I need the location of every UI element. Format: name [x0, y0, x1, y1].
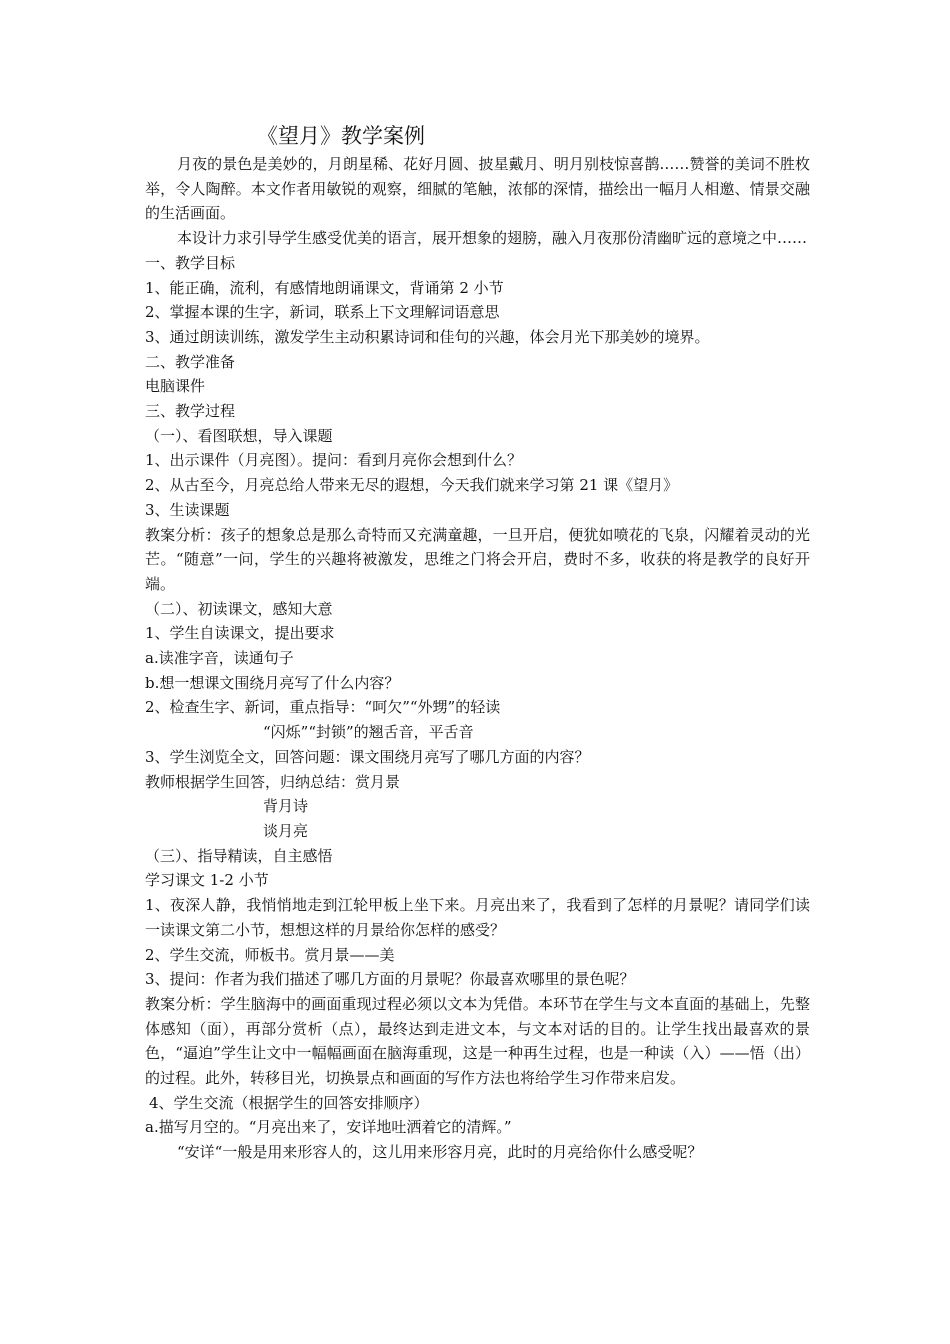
document-page — [145, 120, 810, 1165]
list-item: 2、学生交流，师板书。赏月景——美 — [145, 945, 395, 964]
summary-item: 背月诗 — [263, 797, 309, 816]
section-heading: 二、教学准备 — [145, 352, 236, 371]
document-title: 《望月》教学案例 — [257, 124, 425, 148]
section-heading: 三、教学过程 — [145, 402, 236, 421]
list-item: 4、学生交流（根据学生的回答安排顺序） — [149, 1093, 429, 1112]
summary-item: 谈月亮 — [263, 821, 309, 840]
list-item: 2、掌握本课的生字，新词，联系上下文理解词语意思 — [145, 303, 500, 322]
intro-paragraph: 本设计力求引导学生感受优美的语言，展开想象的翅膀，融入月夜那份清幽旷远的意境之中…… — [177, 229, 808, 248]
list-item: 3、学生浏览全文，回答问题：课文围绕月亮写了哪几方面的内容？ — [145, 747, 590, 766]
text-line: 学习课文 1-2 小节 — [145, 871, 269, 890]
list-item: 2、从古至今，月亮总给人带来无尽的遐想，今天我们就来学习第 21 课《望月》 — [145, 476, 679, 495]
list-item: 3、通过朗读训练，激发学生主动积累诗词和佳句的兴趣，体会月光下那美妙的境界。 — [145, 327, 710, 346]
list-item: 2、检查生字、新词，重点指导：“呵欠”“外甥”的轻读 — [145, 698, 501, 717]
list-item: “闪烁”“封锁”的翘舌音，平舌音 — [263, 723, 474, 742]
intro-paragraph: 月夜的景色是美妙的，月朗星稀、花好月圆、披星戴月、明月别枝惊喜鹊……赞誉的美词不胜枚举，令人陶醉。本文作者用敏锐的观察，细腻的笔触，浓郁的深情，描绘出一幅月人相邀、情景交融的生活画面。 — [145, 155, 810, 223]
analysis-paragraph: 教案分析：孩子的想象总是那么奇特而又充满童趣，一旦开启，便犹如喷花的飞泉，闪耀着灵动的光芒。“随意”一问，学生的兴趣将被激发，思维之门将会开启，费时不多，收获的将是教学的良好开端。 — [145, 525, 810, 593]
subsection-heading: （一）、看图联想，导入课题 — [145, 426, 333, 445]
list-item: 1、夜深人静，我悄悄地走到江轮甲板上坐下来。月亮出来了，我看到了怎样的月景呢？请同学们读一读课文第二小节，想想这样的月景给你怎样的感受？ — [145, 896, 810, 939]
section-heading: 一、教学目标 — [145, 253, 236, 272]
list-item: 1、能正确，流利，有感情地朗诵课文，背诵第 2 小节 — [145, 278, 504, 297]
text-line: 电脑课件 — [145, 377, 206, 396]
analysis-paragraph: 教案分析：学生脑海中的画面重现过程必须以文本为凭借。本环节在学生与文本直面的基础上，先整体感知（面），再部分赏析（点），最终达到走进文本，与文本对话的目的。让学生找出最喜欢的景色，“逼迫”学生让文中一幅幅画面在脑海重现，这是一种再生过程，也是一种读（入）——悟（出）的过程。此外，转移目光，切换景点和画面的写作方法也将给学生习作带来启发。 — [145, 994, 810, 1088]
list-item: 1、出示课件（月亮图）。提问：看到月亮你会想到什么？ — [145, 451, 523, 470]
text-line: 教师根据学生回答，归纳总结：赏月景 — [145, 772, 401, 791]
text-line: “安详“一般是用来形容人的，这儿用来形容月亮，此时的月亮给你什么感受呢？ — [177, 1143, 703, 1162]
list-item: a.描写月空的。“月亮出来了，安详地吐洒着它的清辉。” — [145, 1118, 512, 1137]
list-item: a.读准字音，读通句子 — [145, 649, 294, 668]
list-item: 3、提问：作者为我们描述了哪几方面的月景呢？你最喜欢哪里的景色呢？ — [145, 970, 635, 989]
subsection-heading: （三）、指导精读，自主感悟 — [145, 846, 333, 865]
list-item: b.想一想课文围绕月亮写了什么内容？ — [145, 673, 400, 692]
list-item: 3、生读课题 — [145, 500, 230, 519]
subsection-heading: （二）、初读课文，感知大意 — [145, 599, 333, 618]
list-item: 1、学生自读课文，提出要求 — [145, 624, 335, 643]
